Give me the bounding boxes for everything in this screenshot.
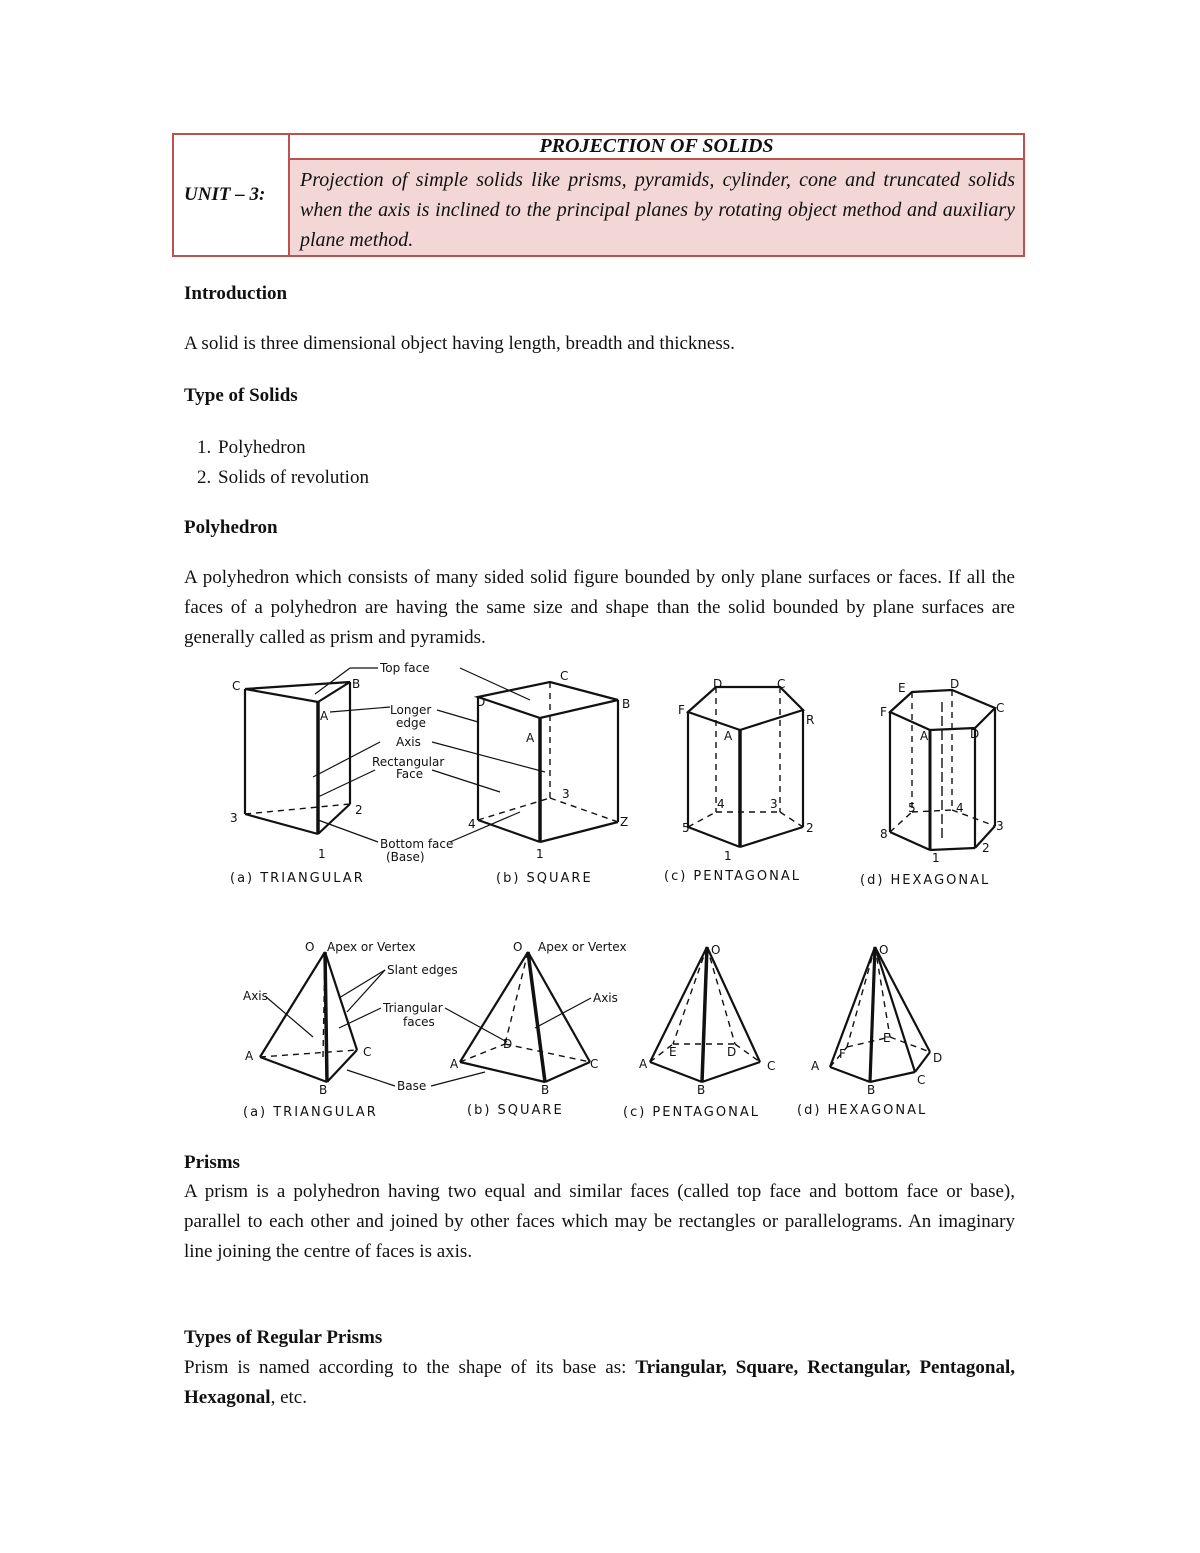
square-prism-top-face — [478, 682, 618, 718]
pentagonal-prism-top-face — [688, 687, 803, 730]
svg-text:1: 1 — [318, 847, 326, 861]
svg-text:3: 3 — [230, 811, 238, 825]
svg-text:D: D — [476, 695, 486, 709]
svg-text:3: 3 — [562, 787, 570, 801]
svg-text:C: C — [363, 1045, 372, 1059]
regular-prisms-heading: Types of Regular Prisms — [184, 1327, 383, 1348]
svg-text:C: C — [996, 701, 1005, 715]
svg-text:2: 2 — [806, 821, 814, 835]
caption-triangular-pyramid: (a) TRIANGULAR — [243, 1105, 378, 1120]
svg-text:2: 2 — [982, 841, 990, 855]
svg-text:1: 1 — [724, 849, 732, 863]
regular-prisms-text — [184, 1353, 1015, 1413]
triangular-prism-top-face — [245, 682, 350, 702]
unit-label: UNIT – 3: — [174, 135, 290, 255]
caption-square-prism: (b) SQUARE — [496, 871, 593, 886]
svg-text:F: F — [839, 1047, 846, 1061]
label-rectangular-face: Rectangular — [372, 755, 445, 769]
label-triangular-faces-2: faces — [403, 1015, 435, 1029]
svg-text:A: A — [724, 729, 733, 743]
svg-text:B: B — [622, 697, 631, 711]
svg-text:B: B — [352, 677, 361, 691]
svg-text:A: A — [920, 729, 929, 743]
svg-text:O: O — [879, 943, 889, 957]
svg-text:B: B — [697, 1083, 706, 1097]
caption-hexagonal-pyramid: (d) HEXAGONAL — [797, 1103, 928, 1118]
svg-text:4: 4 — [956, 801, 964, 815]
svg-text:A: A — [811, 1059, 820, 1073]
svg-text:C: C — [767, 1059, 776, 1073]
svg-text:E: E — [883, 1031, 891, 1045]
regular-prisms-tail: , etc. — [270, 1387, 307, 1408]
svg-text:A: A — [245, 1049, 254, 1063]
svg-text:E: E — [898, 681, 906, 695]
svg-text:D: D — [933, 1051, 943, 1065]
label-bottom-face-2: (Base) — [386, 850, 425, 864]
pyramid-types-figure — [235, 932, 975, 1122]
svg-text:2: 2 — [355, 803, 363, 817]
svg-text:B: B — [867, 1083, 876, 1097]
introduction-text: A solid is three dimensional object having length, breadth and thickness. — [184, 333, 735, 354]
label-triangular-faces: Triangular — [383, 1001, 443, 1015]
svg-text:8: 8 — [880, 827, 888, 841]
svg-text:1: 1 — [932, 851, 940, 865]
caption-pentagonal-prism: (c) PENTAGONAL — [664, 869, 801, 884]
svg-text:A: A — [526, 731, 535, 745]
prism-types-figure — [200, 652, 1020, 892]
svg-text:D: D — [503, 1037, 513, 1051]
label-longer-edge-2: edge — [396, 716, 426, 730]
svg-text:O: O — [711, 943, 721, 957]
svg-text:A: A — [639, 1057, 648, 1071]
svg-text:3: 3 — [996, 819, 1004, 833]
svg-text:4: 4 — [717, 797, 725, 811]
label-base: Base — [397, 1079, 427, 1093]
regular-prisms-intro: Prism is named according to the shape of its base as: — [184, 1357, 636, 1378]
label-longer-edge: Longer — [390, 703, 432, 717]
svg-text:C: C — [560, 669, 569, 683]
svg-text:5: 5 — [908, 801, 916, 815]
svg-text:C: C — [917, 1073, 926, 1087]
svg-text:D: D — [713, 677, 723, 691]
svg-text:Z: Z — [620, 815, 629, 829]
svg-text:F: F — [678, 703, 685, 717]
svg-text:B: B — [319, 1083, 328, 1097]
label-apex-b: Apex or Vertex — [538, 940, 627, 954]
unit-description: Projection of simple solids like prisms, pyramids, cylinder, cone and truncated solids when the axis is inclined to the principal planes by rotating object method and auxiliary plane method. — [290, 160, 1023, 255]
introduction-heading: Introduction — [184, 283, 288, 304]
unit-header-table — [172, 133, 1025, 257]
caption-triangular-prism: (a) TRIANGULAR — [230, 871, 365, 886]
label-rectangular-face-2: Face — [396, 767, 424, 781]
svg-text:1: 1 — [536, 847, 544, 861]
svg-text:C: C — [590, 1057, 599, 1071]
svg-text:4: 4 — [468, 817, 476, 831]
types-of-solids-list — [184, 433, 369, 493]
svg-text:D: D — [970, 727, 980, 741]
svg-text:E: E — [669, 1045, 677, 1059]
caption-pentagonal-pyramid: (c) PENTAGONAL — [623, 1105, 760, 1120]
label-bottom-face: Bottom face — [380, 837, 454, 851]
svg-text:C: C — [777, 677, 786, 691]
unit-title: PROJECTION OF SOLIDS — [290, 135, 1023, 160]
label-top-face: Top face — [380, 661, 430, 675]
label-apex-a: Apex or Vertex — [327, 940, 416, 954]
caption-hexagonal-prism: (d) HEXAGONAL — [860, 873, 991, 888]
regular-prisms-bold: Triangular, Square, Rectangular, Pentagonal, Hexagonal — [184, 1357, 1015, 1408]
svg-text:A: A — [450, 1057, 459, 1071]
svg-text:A: A — [320, 709, 329, 723]
list-item: 1. Polyhedron — [216, 433, 369, 463]
svg-text:3: 3 — [770, 797, 778, 811]
svg-text:B: B — [541, 1083, 550, 1097]
prisms-text: A prism is a polyhedron having two equal and similar faces (called top face and bottom face or base), parallel to each other and joined by other faces which may be rectangles or parallelograms. An imaginary line joining the centre of faces is axis. — [184, 1181, 1015, 1262]
polyhedron-heading: Polyhedron — [184, 517, 278, 538]
polyhedron-text: A polyhedron which consists of many sided solid figure bounded by only plane surfaces or faces. If all the faces of a polyhedron are having the same size and shape than the solid bounded by plane surfaces are generally called as prism and pyramids. — [184, 567, 1015, 648]
label-axis: Axis — [396, 735, 421, 749]
label-axis-b: Axis — [593, 991, 618, 1005]
unit-right-column — [290, 135, 1023, 255]
caption-square-pyramid: (b) SQUARE — [467, 1103, 564, 1118]
svg-text:O: O — [305, 940, 315, 954]
list-item: 2. Solids of revolution — [216, 463, 369, 493]
svg-text:C: C — [232, 679, 241, 693]
svg-text:D: D — [727, 1045, 737, 1059]
svg-text:D: D — [950, 677, 960, 691]
label-slant-edges: Slant edges — [387, 963, 458, 977]
svg-text:5: 5 — [682, 821, 690, 835]
svg-text:R: R — [806, 713, 815, 727]
svg-text:F: F — [880, 705, 887, 719]
prisms-heading: Prisms — [184, 1152, 240, 1173]
label-axis-a: Axis — [243, 989, 268, 1003]
types-of-solids-heading: Type of Solids — [184, 385, 298, 406]
svg-text:O: O — [513, 940, 523, 954]
